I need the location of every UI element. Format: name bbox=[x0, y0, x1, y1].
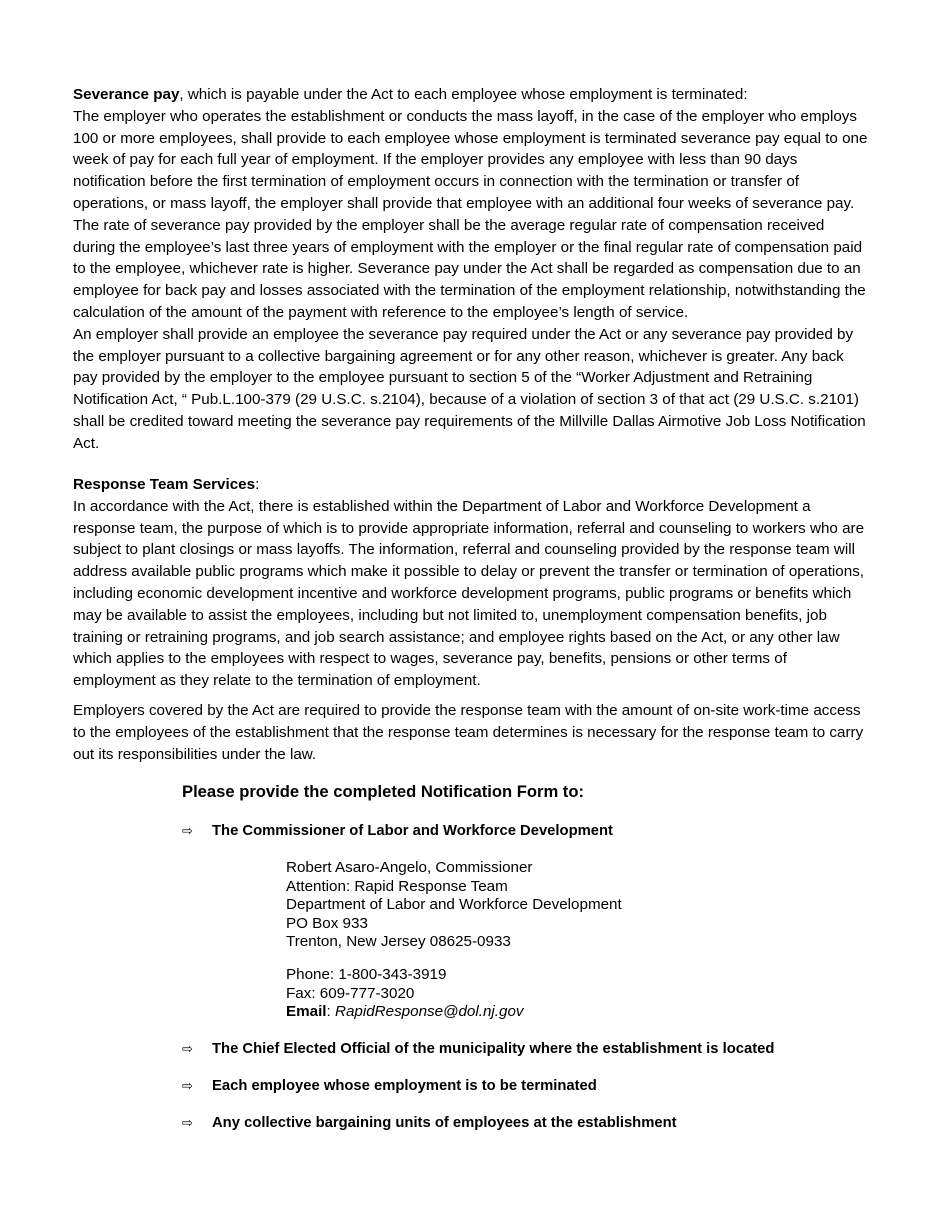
address-line: Robert Asaro-Angelo, Commissioner bbox=[286, 859, 533, 876]
arrow-right-icon: ⇨ bbox=[182, 1042, 193, 1057]
commissioner-contact bbox=[286, 966, 524, 1022]
recipient-label: The Commissioner of Labor and Workforce Development bbox=[212, 823, 613, 839]
severance-section bbox=[73, 84, 869, 455]
arrow-right-icon: ⇨ bbox=[182, 1116, 193, 1131]
employers-section bbox=[73, 700, 869, 765]
email-line bbox=[286, 1003, 524, 1022]
email-separator: : bbox=[326, 1003, 335, 1021]
severance-paragraph-1: The employer who operates the establishment or conducts the mass layoff, in the case of the employer who employs 100 or more employees, shall provide to each employee whose employment is terminated severance pay equal to one week of pay for each full year of employment. If the employer provides any employee with less than 90 days notification before the first termination of employment occurs in connection with the termination or transfer of operations, or mass layoff, the employer shall provide that employee with an additional four weeks of severance pay. The rate of severance pay provided by the employer shall be the average regular rate of compensation received during the employee’s last three years of employment with the employer or the final regular rate of compensation paid to the employee, whichever rate is higher. Severance pay under the Act shall be regarded as compensation due to an employee for back pay and losses associated with the termination of the employment relationship, notwithstanding the calculation of the amount of the payment with reference to the employee’s length of service. bbox=[73, 107, 868, 321]
severance-heading-rest: , which is payable under the Act to each employee whose employment is terminated: bbox=[179, 86, 748, 103]
severance-intro bbox=[73, 84, 869, 106]
email-label: Email bbox=[286, 1003, 327, 1021]
phone-number: Phone: 1-800-343-3919 bbox=[286, 966, 447, 983]
address-line: Attention: Rapid Response Team bbox=[286, 877, 508, 895]
recipient-commissioner bbox=[182, 821, 613, 842]
severance-heading: Severance pay bbox=[73, 86, 180, 103]
response-paragraph-1: In accordance with the Act, there is established within the Department of Labor and Workforce Development a response team, the purpose of which is to provide appropriate information, referral and counseling to workers who are subject to plant closings or mass layoffs. The information, referral and counseling provided by the response team will address available public programs which make it possible to delay or prevent the transfer or termination of operations, including economic development incentive and workforce development programs, public programs or benefits which may be available to assist the employees, including but not limited to, unemployment compensation benefits, job training or retraining programs, and job search assistance; and employee rights based on the Act, or any other law which applies to the employees with respect to wages, severance pay, benefits, pensions or other terms of employment as they relate to the termination of employment. bbox=[73, 497, 865, 690]
response-intro bbox=[73, 474, 869, 496]
address-line: Trenton, New Jersey 08625-0933 bbox=[286, 933, 511, 951]
recipient-label: Any collective bargaining units of employees at the establishment bbox=[212, 1115, 677, 1131]
recipient-chief-elected-official bbox=[182, 1039, 774, 1060]
response-heading: Response Team Services bbox=[73, 476, 256, 493]
response-team-section bbox=[73, 474, 869, 692]
address-line: Department of Labor and Workforce Development bbox=[286, 896, 622, 914]
response-paragraph-2: Employers covered by the Act are required to provide the response team with the amount of on-site work-time access to the employees of the establishment that the response team determines is necessary for the response team to carry out its responsibilities under the law. bbox=[73, 702, 864, 763]
commissioner-address bbox=[286, 859, 622, 952]
severance-paragraph-2: An employer shall provide an employee the severance pay required under the Act or any severance pay provided by the employer pursuant to a collective bargaining agreement or for any other reason, whichever is greater. Any back pay provided by the employer to the employee pursuant to section 5 of the “Worker Adjustment and Retraining Notification Act, “ Pub.L.100-379 (29 U.S.C. s.2104), because of a violation of section 3 of that act (29 U.S.C. s.2101) shall be credited toward meeting the severance pay requirements of the Millville Dallas Airmotive Job Loss Notification Act. bbox=[73, 325, 866, 452]
recipient-label: The Chief Elected Official of the municipality where the establishment is located bbox=[212, 1041, 775, 1057]
address-line: PO Box 933 bbox=[286, 914, 368, 932]
notification-title: Please provide the completed Notification Form to: bbox=[182, 782, 584, 801]
arrow-right-icon: ⇨ bbox=[182, 1079, 193, 1094]
recipient-each-employee bbox=[182, 1076, 597, 1097]
response-heading-rest: : bbox=[255, 476, 260, 493]
fax-number: Fax: 609-777-3020 bbox=[286, 984, 415, 1002]
recipient-bargaining-units bbox=[182, 1113, 677, 1134]
arrow-right-icon: ⇨ bbox=[182, 824, 193, 839]
recipient-label: Each employee whose employment is to be terminated bbox=[212, 1078, 597, 1094]
email-link[interactable]: RapidResponse@dol.nj.gov bbox=[334, 1003, 524, 1021]
notification-section bbox=[182, 781, 882, 1131]
